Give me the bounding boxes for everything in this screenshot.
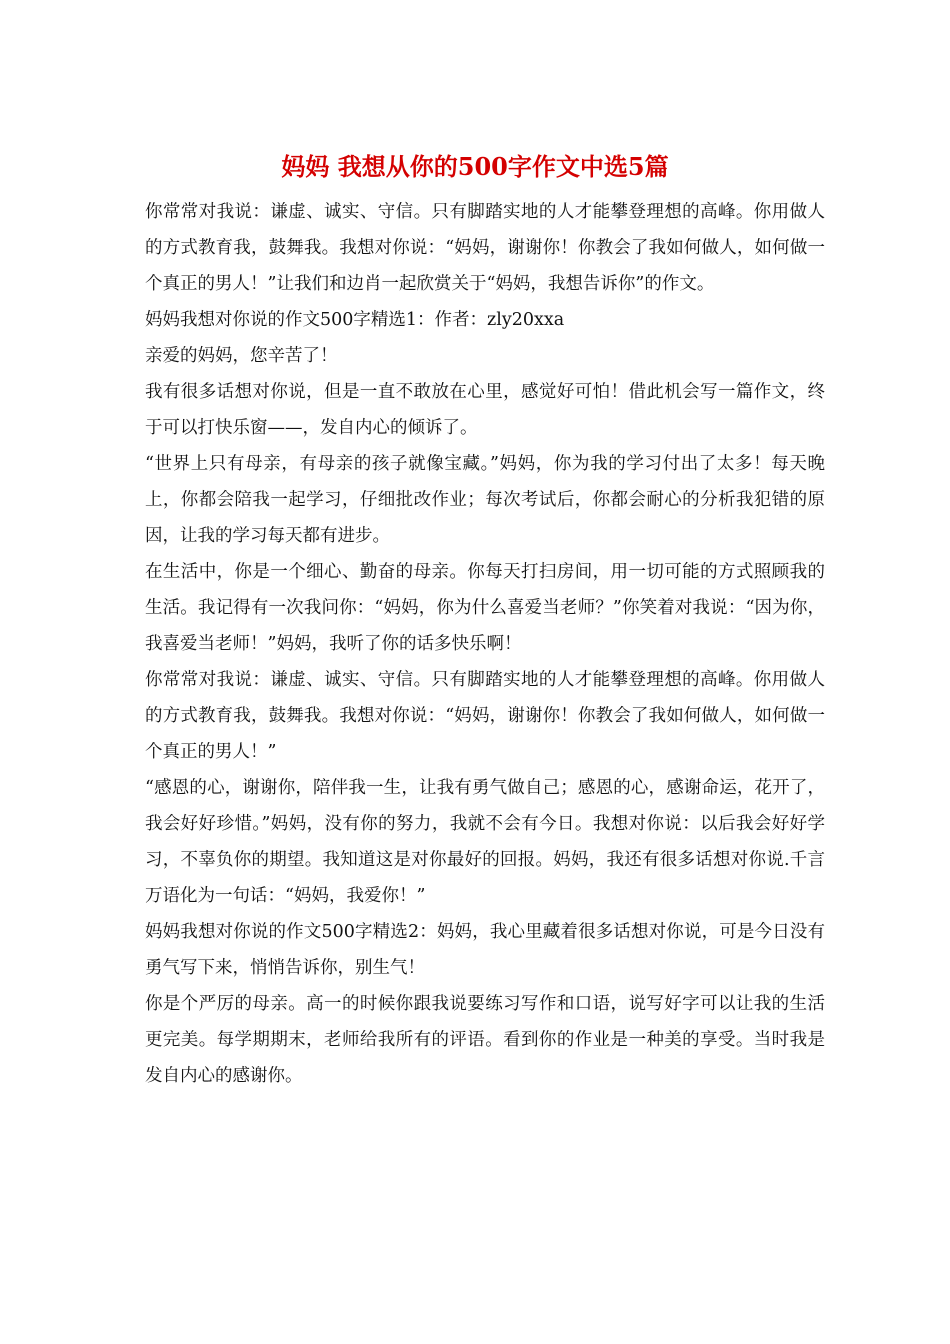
paragraph: 你常常对我说：谦虚、诚实、守信。只有脚踏实地的人才能攀登理想的高峰。你用做人的方式教育我，鼓舞我。我想对你说：“妈妈，谢谢你！你教会了我如何做人，如何做一个真正的男人！” — [145, 670, 825, 762]
document-body — [145, 194, 825, 1094]
paragraph: 我有很多话想对你说，但是一直不敢放在心里，感觉好可怕！借此机会写一篇作文，终于可以打快乐窗——，发自内心的倾诉了。 — [145, 382, 825, 438]
paragraph: 你是个严厉的母亲。高一的时候你跟我说要练习写作和口语，说写好字可以让我的生活更完美。每学期期末，老师给我所有的评语。看到你的作业是一种美的享受。当时我是发自内心的感谢你。 — [145, 994, 825, 1086]
paragraph: “感恩的心，谢谢你，陪伴我一生，让我有勇气做自己；感恩的心，感谢命运，花开了，我会好好珍惜。”妈妈，没有你的努力，我就不会有今日。我想对你说：以后我会好好学习，不辜负你的期望。我知道这是对你最好的回报。妈妈，我还有很多话想对你说.千言万语化为一句话：“妈妈，我爱你！” — [145, 778, 825, 906]
paragraph: 你常常对我说：谦虚、诚实、守信。只有脚踏实地的人才能攀登理想的高峰。你用做人的方式教育我，鼓舞我。我想对你说：“妈妈，谢谢你！你教会了我如何做人，如何做一个真正的男人！”让我们和边肖一起欣赏关于“妈妈，我想告诉你”的作文。 — [145, 202, 825, 294]
paragraph: 妈妈我想对你说的作文500字精选1：作者：zly20xxa — [145, 310, 565, 330]
paragraph: 在生活中，你是一个细心、勤奋的母亲。你每天打扫房间，用一切可能的方式照顾我的生活。我记得有一次我问你：“妈妈，你为什么喜爱当老师？”你笑着对我说：“因为你，我喜爱当老师！”妈妈，我听了你的话多快乐啊！ — [145, 562, 825, 654]
paragraph: 亲爱的妈妈，您辛苦了！ — [145, 346, 338, 366]
paragraph: “世界上只有母亲，有母亲的孩子就像宝藏。”妈妈，你为我的学习付出了太多！每天晚上，你都会陪我一起学习，仔细批改作业；每次考试后，你都会耐心的分析我犯错的原因，让我的学习每天都有进步。 — [145, 454, 825, 546]
document-title: 妈妈 我想从你的500字作文中选5篇 — [281, 152, 669, 181]
paragraph: 妈妈我想对你说的作文500字精选2：妈妈，我心里藏着很多话想对你说，可是今日没有勇气写下来，悄悄告诉你，别生气！ — [145, 922, 825, 978]
